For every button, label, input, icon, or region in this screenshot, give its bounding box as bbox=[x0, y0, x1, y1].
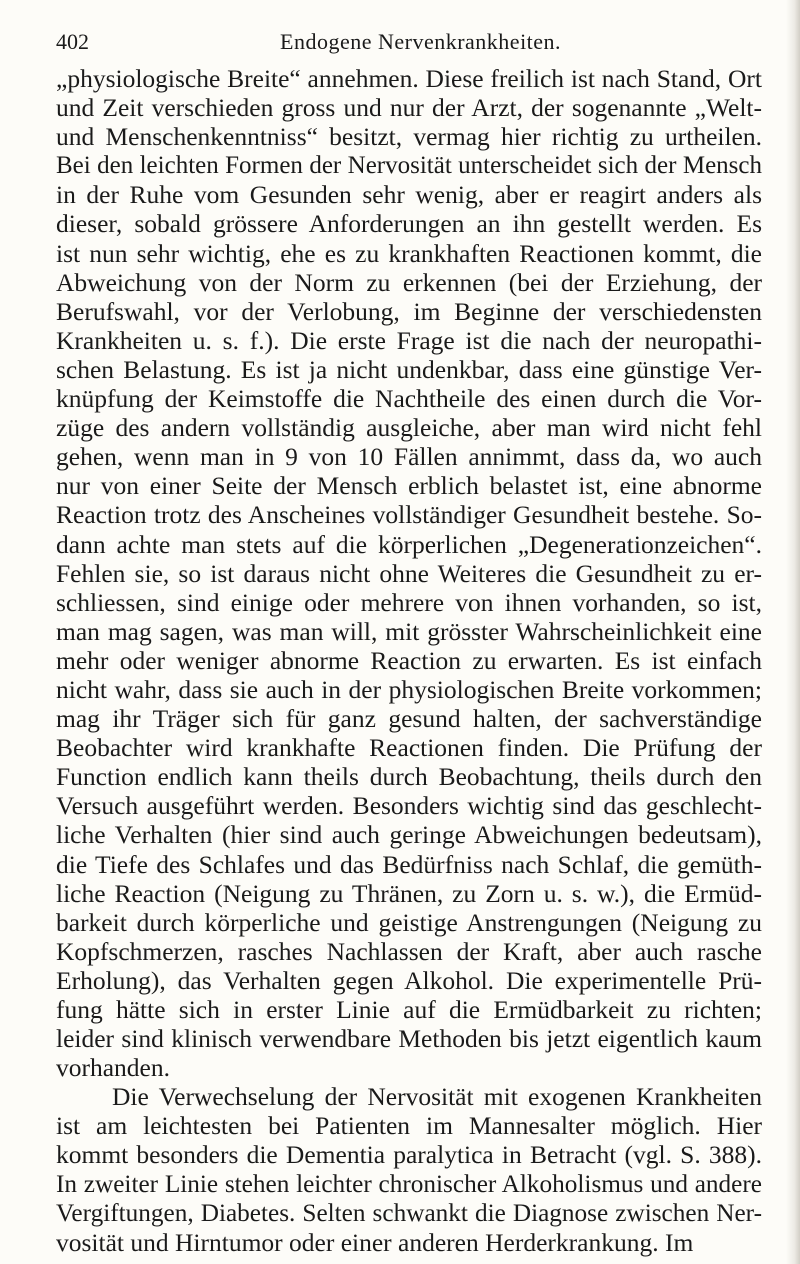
text-line: schliessen, sind einige oder mehrere von ihnen vorhanden, so ist, bbox=[56, 587, 762, 617]
text-line: „physiologische Breite“ annehmen. Diese freilich ist nach Stand, Ort bbox=[56, 64, 762, 93]
body-text bbox=[56, 64, 762, 1257]
text-line: Vergiftungen, Diabetes. Selten schwankt die Diagnose zwischen Ner- bbox=[56, 1198, 762, 1227]
page-number: 402 bbox=[56, 29, 89, 54]
text-line: Berufswahl, vor der Verlobung, im Beginne der verschiedensten bbox=[56, 296, 762, 326]
text-line: mag ihr Träger sich für ganz gesund halten, der sachverständige bbox=[56, 704, 762, 734]
text-line: knüpfung der Keimstoffe die Nachtheile des einen durch die Vor- bbox=[56, 384, 762, 414]
text-line: Fehlen sie, so ist daraus nicht ohne Weiteres die Gesundheit zu er- bbox=[56, 558, 762, 588]
text-line: man mag sagen, was man will, mit grösster Wahrscheinlichkeit eine bbox=[56, 616, 762, 646]
page-header bbox=[56, 29, 762, 59]
text-line: Beobachter wird krankhafte Reactionen finden. Die Prüfung der bbox=[56, 733, 762, 763]
text-line: Versuch ausgeführt werden. Besonders wichtig sind das geschlecht- bbox=[56, 791, 762, 821]
text-line: Krankheiten u. s. f.). Die erste Frage ist die nach der neuropathi- bbox=[56, 325, 762, 355]
text-line: dann achte man stets auf die körperlichen „Degenerationzeichen“. bbox=[56, 529, 762, 559]
text-line: Kopfschmerzen, rasches Nachlassen der Kraft, aber auch rasche bbox=[56, 936, 762, 966]
text-line: Reaction trotz des Anscheines vollständiger Gesundheit bestehe. So- bbox=[56, 500, 762, 530]
text-line: ist nun sehr wichtig, ehe es zu krankhaften Reactionen kommt, die bbox=[56, 238, 762, 268]
text-line: Abweichung von der Norm zu erkennen (bei der Erziehung, der bbox=[56, 267, 762, 297]
text-line: barkeit durch körperliche und geistige Anstrengungen (Neigung zu bbox=[56, 907, 762, 937]
running-head: Endogene Nervenkrankheiten. bbox=[280, 29, 562, 54]
text-line: liche Verhalten (hier sind auch geringe Abweichungen bedeutsam), bbox=[56, 820, 762, 850]
text-line: nur von einer Seite der Mensch erblich belastet ist, eine abnorme bbox=[56, 471, 762, 501]
text-line: in der Ruhe vom Gesunden sehr wenig, aber er reagirt anders als bbox=[56, 180, 762, 210]
text-line: dieser, sobald grössere Anforderungen an ihn gestellt werden. Es bbox=[56, 209, 762, 239]
text-line: leider sind klinisch verwendbare Methoden bis jetzt eigentlich kaum bbox=[56, 1024, 762, 1054]
text-line: kommt besonders die Dementia paralytica in Betracht (vgl. S. 388). bbox=[56, 1140, 762, 1170]
text-line: vosität und Hirntumor oder einer anderen Herderkrankung. Im bbox=[56, 1227, 694, 1257]
text-line: mehr oder weniger abnorme Reaction zu erwarten. Es ist einfach bbox=[56, 645, 762, 675]
text-line: die Tiefe des Schlafes und das Bedürfniss nach Schlaf, die gemüth- bbox=[56, 849, 762, 879]
text-line: züge des andern vollständig ausgleiche, aber man wird nicht fehl bbox=[56, 413, 762, 443]
text-line: schen Belastung. Es ist ja nicht undenkbar, dass eine günstige Ver- bbox=[56, 354, 762, 384]
text-line: und Zeit verschieden gross und nur der Arzt, der sogenannte „Welt- bbox=[56, 93, 762, 123]
text-line: ist am leichtesten bei Patienten im Mannesalter möglich. Hier bbox=[56, 1111, 762, 1141]
text-line: und Menschenkenntniss“ besitzt, vermag hier richtig zu urtheilen. bbox=[56, 122, 762, 152]
text-line: Bei den leichten Formen der Nervosität unterscheidet sich der Mensch bbox=[56, 152, 762, 180]
paragraph-end-line: vorhanden. bbox=[56, 1053, 171, 1083]
text-line: liche Reaction (Neigung zu Thränen, zu Zorn u. s. w.), die Ermüd- bbox=[56, 878, 762, 908]
text-line: In zweiter Linie stehen leichter chronischer Alkoholismus und andere bbox=[56, 1169, 762, 1198]
paragraph-start-line: Die Verwechselung der Nervosität mit exogenen Krankheiten bbox=[112, 1082, 762, 1112]
text-line: fung hätte sich in erster Linie auf die Ermüdbarkeit zu richten; bbox=[56, 995, 762, 1024]
page-edge-shadow bbox=[786, 0, 800, 1264]
text-line: Erholung), das Verhalten gegen Alkohol. Die experimentelle Prü- bbox=[56, 965, 762, 995]
text-line: Function endlich kann theils durch Beobachtung, theils durch den bbox=[56, 762, 762, 792]
text-line: gehen, wenn man in 9 von 10 Fällen annimmt, dass da, wo auch bbox=[56, 442, 762, 472]
text-line: nicht wahr, dass sie auch in der physiologischen Breite vorkommen; bbox=[56, 674, 762, 704]
